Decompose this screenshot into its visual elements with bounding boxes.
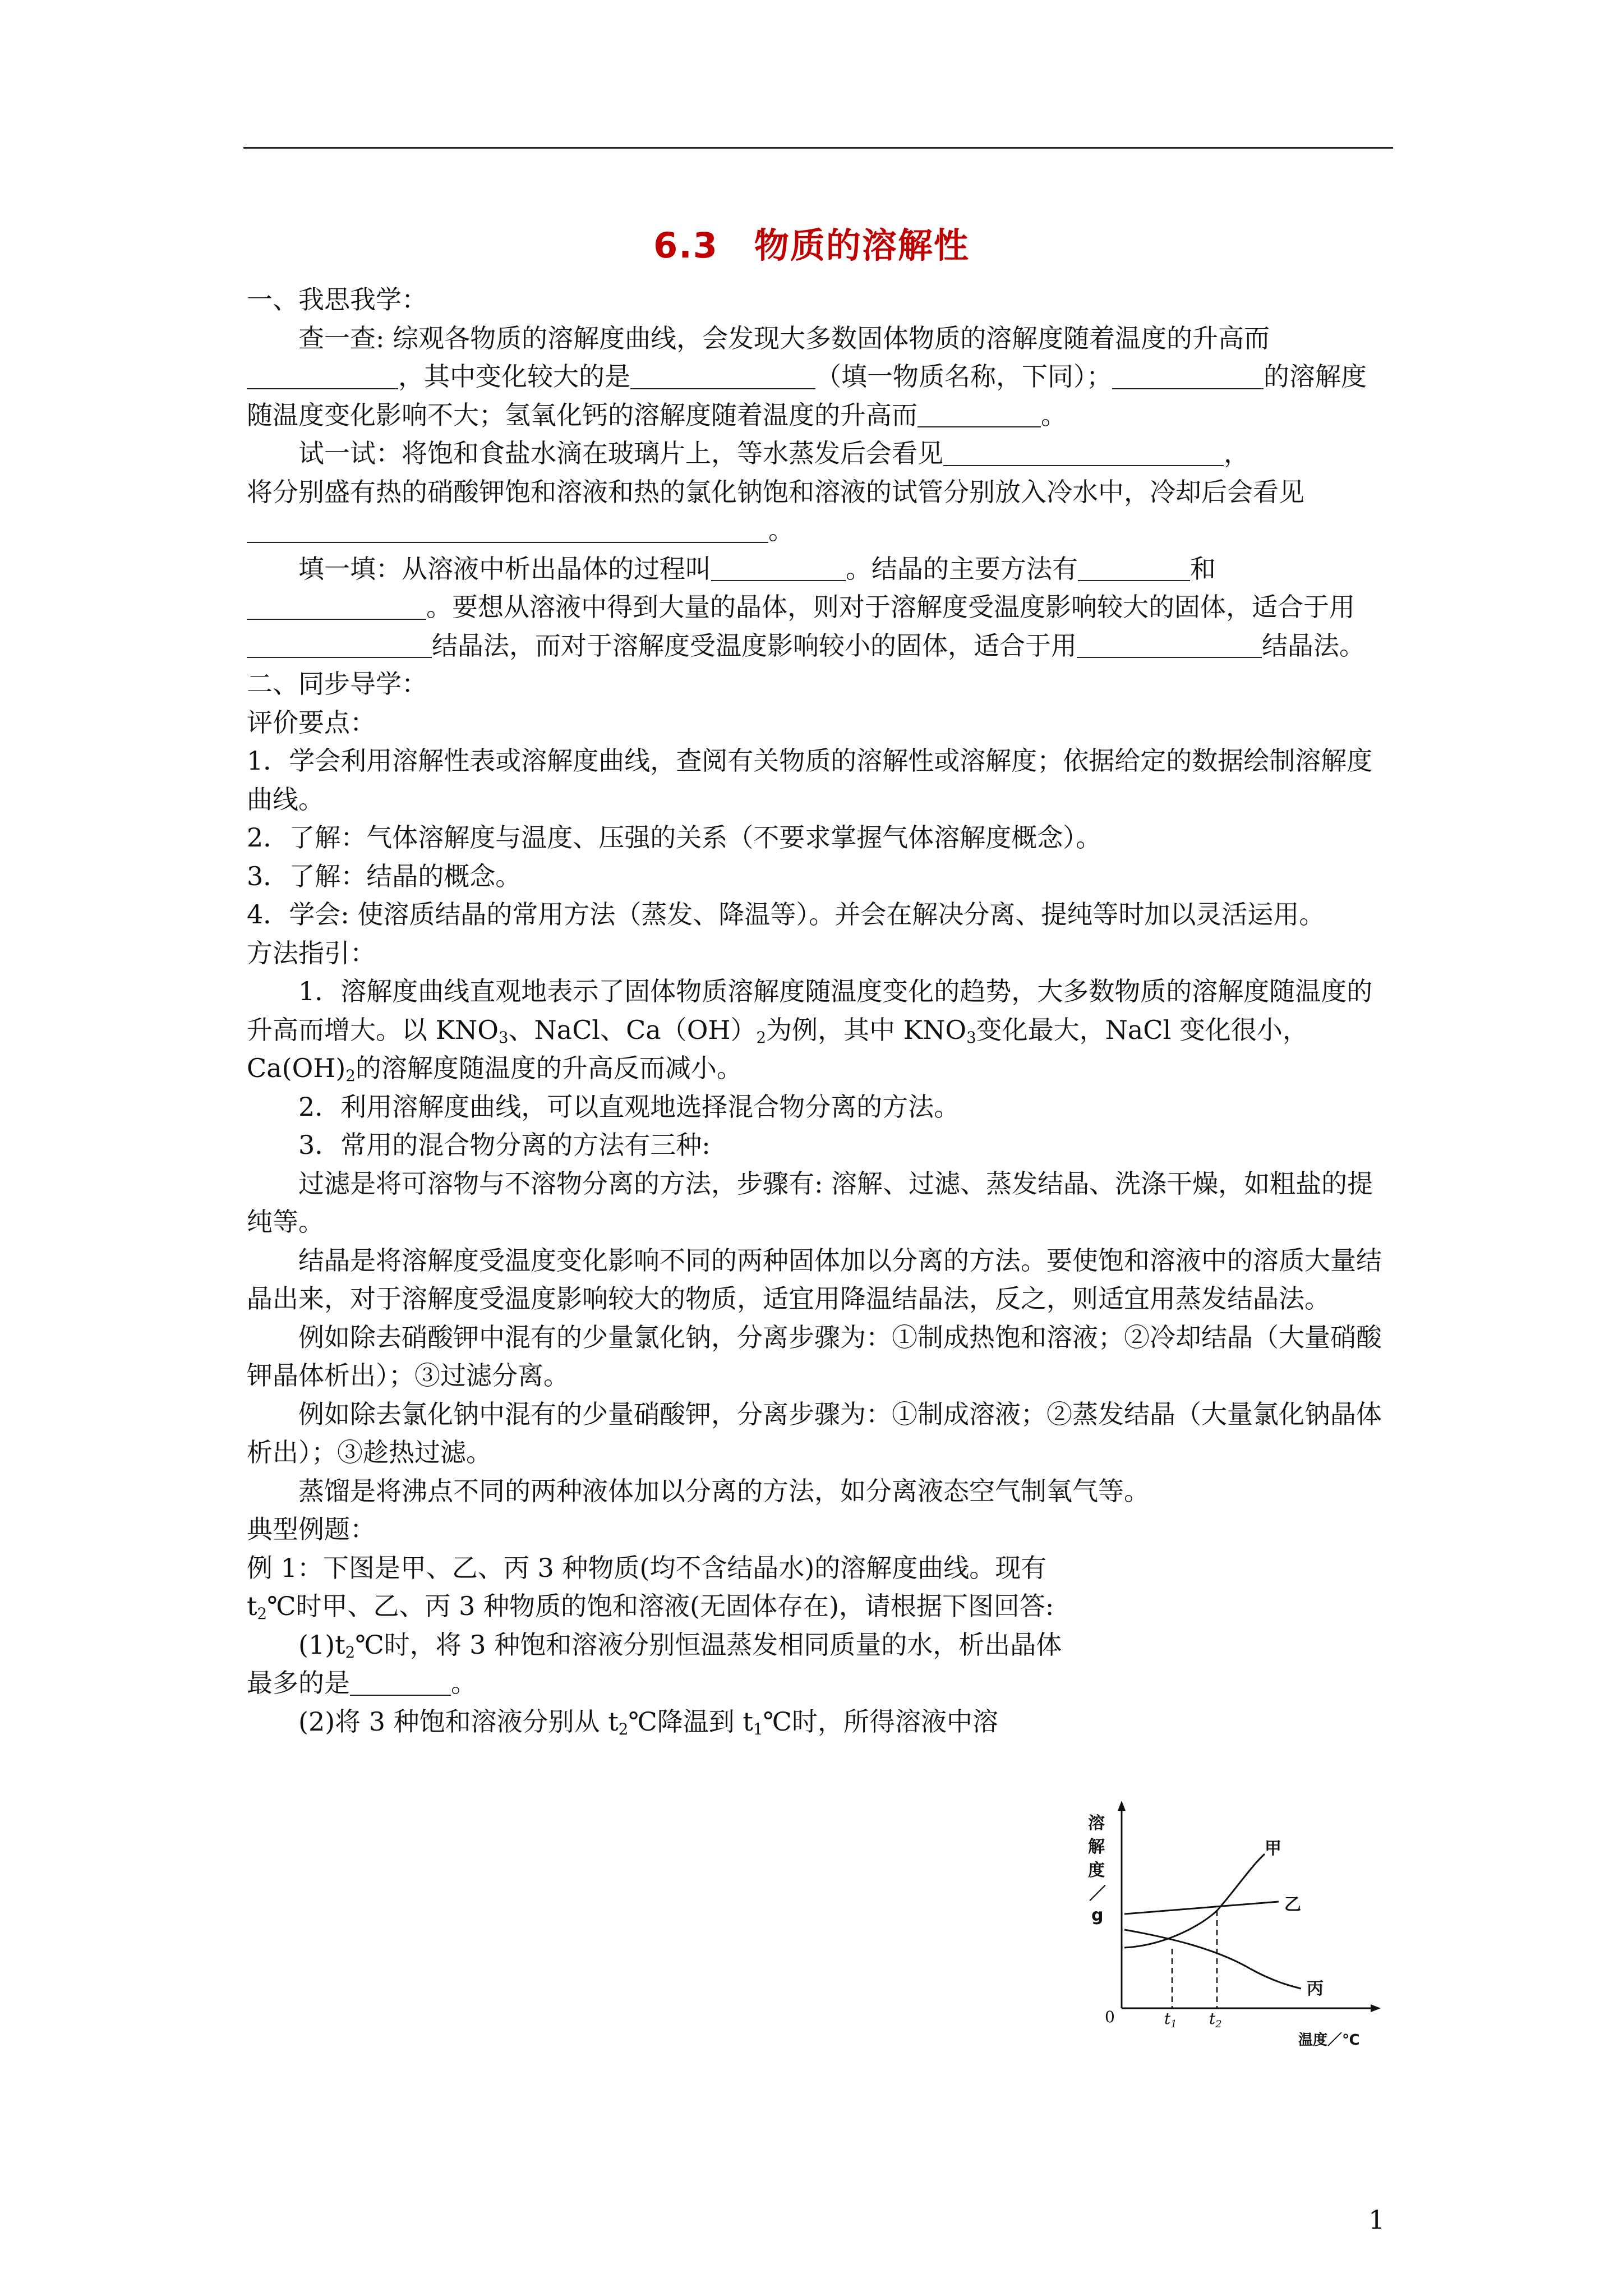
y-axis-label-char: g: [1091, 1906, 1104, 1925]
method-item-2: 2．利用溶解度曲线，可以直观地选择混合物分离的方法。: [298, 1091, 960, 1122]
answer-blank[interactable]: [943, 439, 1224, 466]
page-number: 1: [1368, 2205, 1385, 2235]
y-axis-arrow: [1118, 1801, 1126, 1811]
eval-item: 2．了解：气体溶解度与温度、压强的关系（不要求掌握气体溶解度概念）。: [247, 822, 1102, 853]
series-label-bing: 丙: [1307, 1979, 1324, 1999]
eval-item: 1．学会利用溶解性表或溶解度曲线，查阅有关物质的溶解性或溶解度；依据给定的数据绘制溶解度曲线。: [247, 746, 1373, 815]
example-paragraph-b: 例如除去氯化钠中混有的少量硝酸钾，分离步骤为：①制成溶液；②蒸发结晶（大量氯化钠晶体析出）；③趁热过滤。: [247, 1398, 1382, 1467]
example-1-question-2: (2)将 3 种饱和溶液分别从 $t_2℃$降温到 $t_1℃$时，所得溶液中溶: [298, 1706, 998, 1738]
answer-blank[interactable]: [1078, 554, 1190, 581]
tick-label-t2: $t_2$: [1209, 2009, 1222, 2030]
series-label-jia: 甲: [1265, 1839, 1281, 1858]
answer-blank[interactable]: [247, 631, 432, 658]
answer-blank[interactable]: [711, 554, 846, 581]
method-heading: 方法指引：: [247, 937, 376, 968]
example-paragraph-a: 例如除去硝酸钾中混有的少量氯化钠，分离步骤为：①制成热饱和溶液；②冷却结晶（大量硝酸钾晶体析出）；③过滤分离。: [247, 1322, 1382, 1391]
answer-blank[interactable]: [247, 593, 426, 620]
series-bing-curve: [1124, 1930, 1301, 1989]
header-rule: [243, 147, 1393, 149]
typical-heading: 典型例题：: [247, 1514, 376, 1544]
y-axis-label-char: ／: [1089, 1884, 1106, 1904]
method-item-3: 3．常用的混合物分离的方法有三种:: [298, 1130, 711, 1160]
fill-paragraph: 填一填：从溶液中析出晶体的过程叫 。结晶的主要方法有 和。要想从溶液中得到大量的晶体，则对于溶解度受温度影响较大的固体，适合于用结晶法，而对于溶解度受温度影响较小的固体，适合于用 结晶法。: [247, 550, 1391, 665]
answer-blank[interactable]: [247, 362, 398, 389]
section1-heading: 一、我思我学：: [247, 284, 427, 315]
example-1-question-1: $(1)t_2℃$时，将 3 种饱和溶液分别恒温蒸发相同质量的水，析出晶体最多的是 。: [247, 1629, 1062, 1698]
section2-heading: 二、同步导学：: [247, 669, 427, 699]
method-item-1: 1．溶解度曲线直观地表示了固体物质溶解度随温度变化的趋势，大多数物质的溶解度随温度的升高而增大。以 $KNO_3$、NaCl、$Ca(OH)_2$为例，其中 $KNO_3$变化最大，NaCl 变化很小，$Ca(OH)_2$的溶解度随温度的升高反而减小。: [247, 976, 1373, 1085]
y-axis-label-char: 度: [1088, 1861, 1105, 1880]
eval-heading: 评价要点：: [247, 707, 376, 738]
eval-item: 4．学会: 使溶质结晶的常用方法（蒸发、降温等）。并会在解决分离、提纯等时加以灵活运用。: [247, 899, 1325, 930]
series-label-yi: 乙: [1284, 1895, 1301, 1915]
try-paragraph-cont: 将分别盛有热的硝酸钾饱和溶液和热的氯化钠饱和溶液的试管分别放入冷水中，冷却后会看见。: [247, 476, 1304, 545]
page-title: 6.3 物质的溶解性: [653, 225, 970, 266]
tick-label-t1: $t_1$: [1164, 2009, 1177, 2030]
solubility-chart: [1088, 1801, 1385, 2047]
x-axis-label: 温度／℃: [1298, 2032, 1360, 2047]
answer-blank[interactable]: [350, 1669, 451, 1696]
answer-blank[interactable]: [917, 401, 1041, 427]
answer-blank[interactable]: [1077, 631, 1262, 658]
y-axis-label-char: 溶: [1088, 1814, 1105, 1833]
crystal-paragraph: 结晶是将溶解度受温度变化影响不同的两种固体加以分离的方法。要使饱和溶液中的溶质大量结晶出来，对于溶解度受温度影响较大的物质，适宜用降温结晶法，反之，则适宜用蒸发结晶法。: [247, 1245, 1382, 1314]
origin-label: 0: [1105, 2008, 1115, 2026]
answer-blank[interactable]: [1112, 362, 1264, 389]
lookup-paragraph: 查一查: 综观各物质的溶解度曲线，会发现大多数固体物质的溶解度随着温度的升高而，其中变化较大的是 （填一物质名称，下同）； 的溶解度随温度变化影响不大；氢氧化钙的溶解度随着温度的升高而 。: [247, 323, 1367, 430]
document-body: [247, 280, 1391, 1741]
series-yi-curve: [1124, 1902, 1279, 1914]
answer-blank[interactable]: [630, 362, 815, 389]
y-axis-label-char: 解: [1088, 1837, 1105, 1857]
x-axis-arrow: [1371, 2004, 1381, 2012]
eval-item: 3．了解：结晶的概念。: [247, 861, 522, 891]
filter-paragraph: 过滤是将可溶物与不溶物分离的方法，步骤有: 溶解、过滤、蒸发结晶、洗涤干燥，如粗盐的提纯等。: [247, 1168, 1373, 1237]
answer-blank[interactable]: [247, 516, 768, 543]
distill-paragraph: 蒸馏是将沸点不同的两种液体加以分离的方法，如分离液态空气制氧气等。: [298, 1475, 1150, 1506]
try-paragraph: 试一试：将饱和食盐水滴在玻璃片上，等水蒸发后会看见 ，: [298, 438, 1249, 468]
example-1: [247, 1549, 1066, 1741]
example-1-stem: 例 1：下图是甲、乙、丙 3 种物质(均不含结晶水)的溶解度曲线。现有 $t_2℃$时甲、乙、丙 3 种物质的饱和溶液(无固体存在)，请根据下图回答:: [247, 1552, 1054, 1623]
